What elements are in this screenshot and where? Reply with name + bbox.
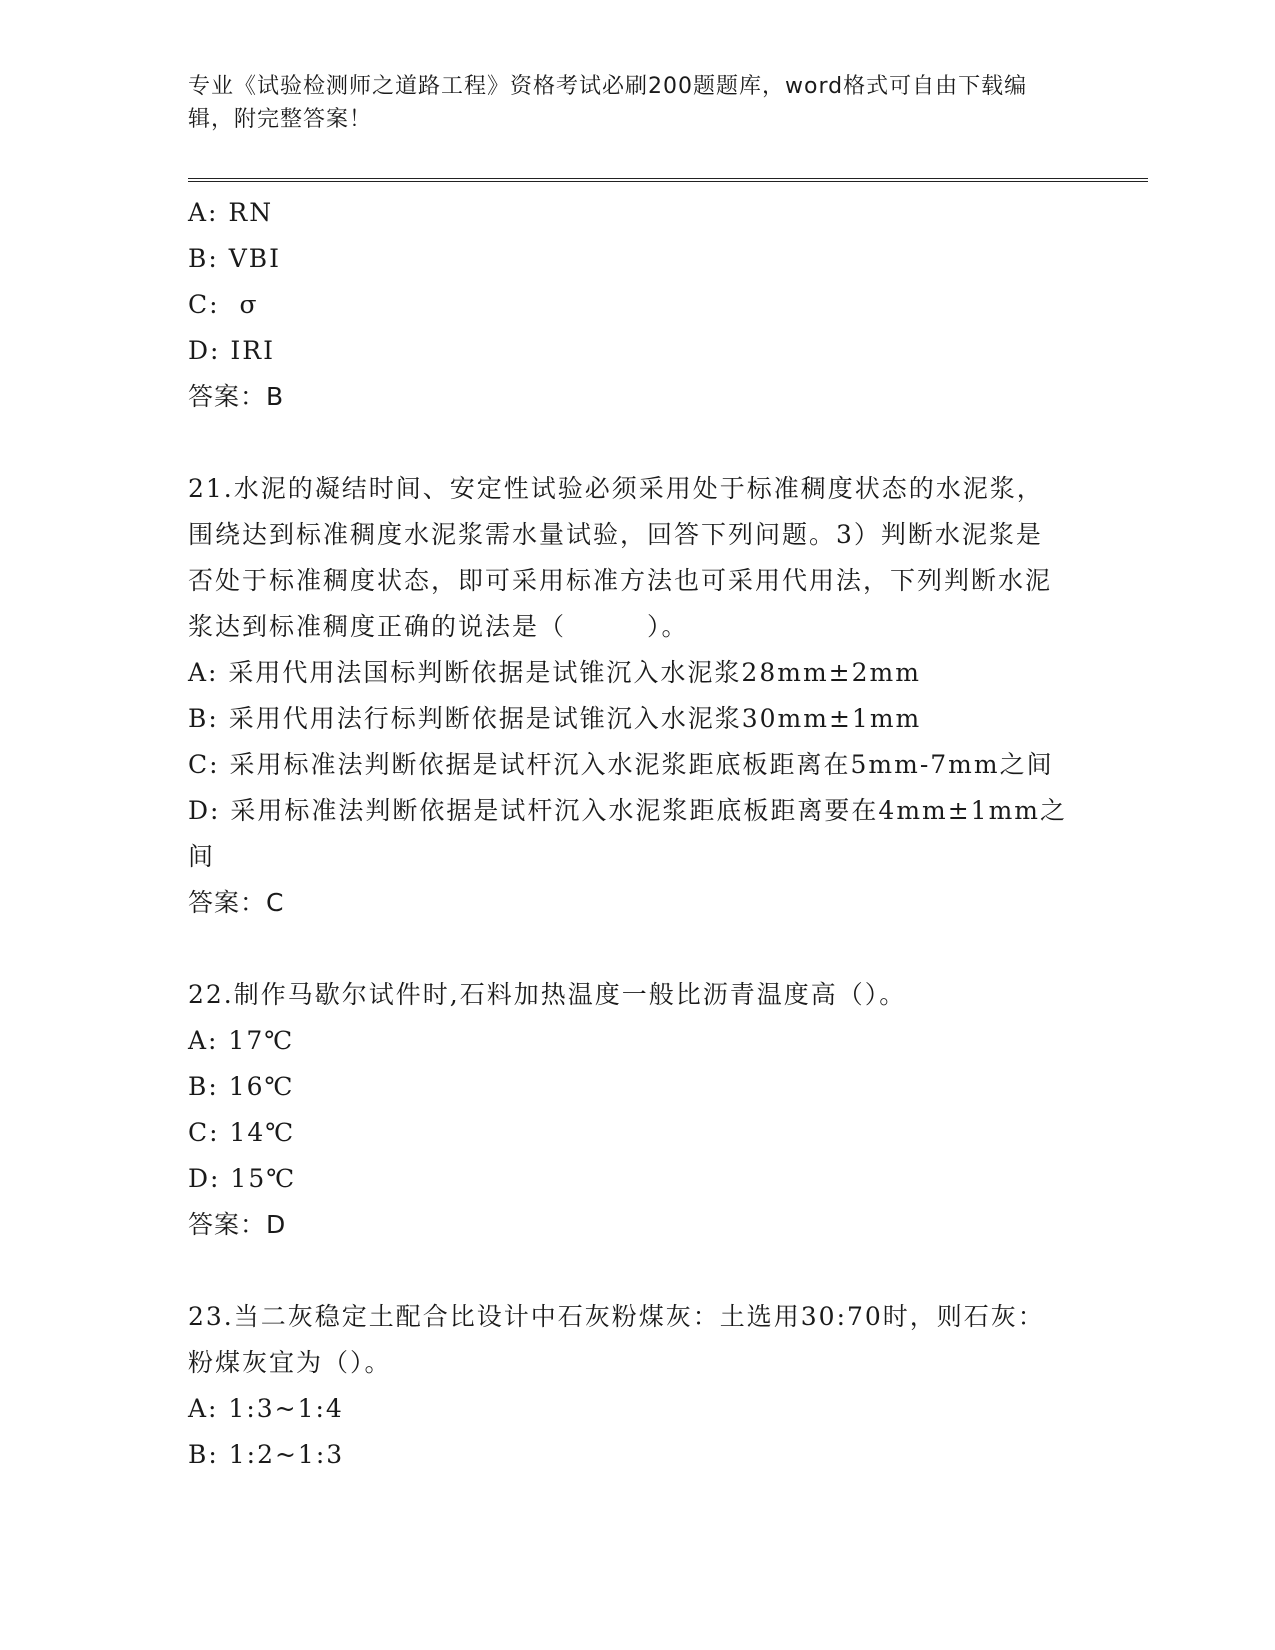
document-header-title: 专业《试验检测师之道路工程》资格考试必刷200题题库，word格式可自由下载编辑，附完整答案！ xyxy=(188,74,1028,132)
option-b: B: 16℃ xyxy=(188,1072,295,1101)
option-c: C: 14℃ xyxy=(188,1118,296,1147)
answer-line: 答案：B xyxy=(188,382,285,411)
option-b: B: 采用代用法行标判断依据是试锥沉入水泥浆30mm±1mm xyxy=(188,704,922,733)
question-block-23 xyxy=(188,1294,1068,1478)
option-a: A: 采用代用法国标判断依据是试锥沉入水泥浆28mm±2mm xyxy=(188,658,921,687)
question-block-22 xyxy=(188,972,1068,1248)
answer-line: 答案：C xyxy=(188,888,285,917)
option-c: C: 采用标准法判断依据是试杆沉入水泥浆距底板距离在5mm-7mm之间 xyxy=(188,750,1054,779)
option-d: D: 15℃ xyxy=(188,1164,297,1193)
question-block-20 xyxy=(188,190,1068,420)
question-stem: 22.制作马歇尔试件时,石料加热温度一般比沥青温度高（）。 xyxy=(188,980,907,1009)
question-stem: 21.水泥的凝结时间、安定性试验必须采用处于标准稠度状态的水泥浆，围绕达到标准稠度水泥浆需水量试验，回答下列问题。3）判断水泥浆是否处于标准稠度状态，即可采用标准方法也可采用代用法，下列判断水泥浆达到标准稠度正确的说法是（ ）。 xyxy=(188,474,1053,641)
document-page xyxy=(188,70,1148,1478)
option-d: D: IRI xyxy=(188,336,275,365)
option-d: D: 采用标准法判断依据是试杆沉入水泥浆距底板距离要在4mm±1mm之间 xyxy=(188,796,1067,871)
header-divider xyxy=(188,178,1148,182)
option-b: B: 1:2~1:3 xyxy=(188,1440,345,1469)
question-block-21 xyxy=(188,466,1068,926)
option-a: A: 1:3~1:4 xyxy=(188,1394,344,1423)
option-b: B: VBI xyxy=(188,244,282,273)
option-a: A: 17℃ xyxy=(188,1026,295,1055)
option-a: A: RN xyxy=(188,198,274,227)
question-list xyxy=(188,190,1068,1478)
question-stem: 23.当二灰稳定土配合比设计中石灰粉煤灰：土选用30:70时，则石灰：粉煤灰宜为（）。 xyxy=(188,1302,1045,1377)
answer-line: 答案：D xyxy=(188,1210,287,1239)
option-c: C: σ xyxy=(188,290,259,319)
